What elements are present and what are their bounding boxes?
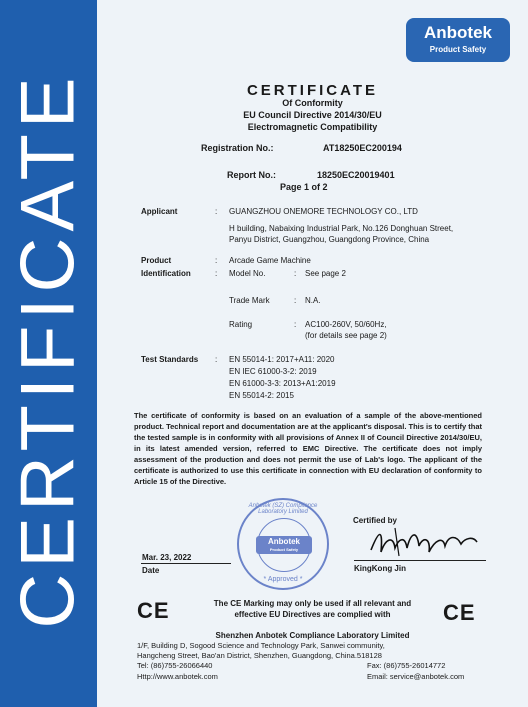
lab-fax: Fax: (86)755-26014772 [367, 661, 446, 670]
seal-badge-text: Anbotek [268, 537, 300, 546]
signature-image [365, 522, 485, 560]
lab-company-name: Shenzhen Anbotek Compliance Laboratory Limited [215, 631, 410, 640]
standard-item: EN 55014-1: 2017+A11: 2020 [229, 355, 335, 364]
signature-line [354, 560, 486, 561]
certified-by-label: Certified by [353, 516, 398, 525]
test-standards-label: Test Standards [141, 355, 199, 364]
ce-note-2: effective EU Directives are complied with [234, 610, 391, 619]
page-indicator: Page 1 of 2 [280, 182, 328, 192]
applicant-label: Applicant [141, 207, 178, 216]
date-line [141, 563, 231, 564]
product-name: Arcade Game Machine [229, 256, 311, 265]
rating-label: Rating [229, 320, 253, 329]
trade-mark-label: Trade Mark [229, 296, 270, 305]
signatory-name: KingKong Jin [354, 564, 406, 573]
rating-value-1: AC100-260V, 50/60Hz, [305, 320, 387, 329]
report-label: Report No.: [227, 170, 276, 180]
report-value: 18250EC20019401 [317, 170, 395, 180]
header-line-3: Electromagnetic Compatibility [247, 122, 378, 132]
lab-email-link[interactable]: Email: service@anbotek.com [367, 672, 465, 681]
seal-badge [256, 536, 312, 554]
trade-mark-value: N.A. [305, 296, 321, 305]
lab-address-1: 1/F, Building D, Sogood Science and Technology Park, Sanwei community, [137, 641, 385, 650]
seal-ring-text: Anbotek (SZ) Compliance Laboratory Limited [248, 503, 318, 515]
model-label: Model No. [229, 269, 266, 278]
identification-label: Identification [141, 269, 191, 278]
ce-mark-left: CE [137, 598, 170, 623]
logo-brand: Anbotek [424, 23, 492, 42]
lab-website-link[interactable]: Http://www.anbotek.com [137, 672, 218, 681]
standard-item: EN 61000-3-3: 2013+A1:2019 [229, 379, 336, 388]
rating-value-2: (for details see page 2) [305, 331, 387, 340]
laboratory-seal [237, 498, 329, 590]
conformity-statement: The certificate of conformity is based on an evaluation of a sample of the above-mentioned product. Technical report and documentation are at the applicant's disposal. This is to certify that the tested sample is in conformity with all provisions of Annex II of Council Directive 2014/30/EU, in its latest amended version, referred to EMC Directive. The certificate does not imply assessment of the production and does not permit the use of Lab's logo. The applicant of the certificate is authorized to use this certificate in connection with EU declaration of conformity to Article 15 of the Directive. [134, 411, 482, 486]
header-line-1: Of Conformity [282, 98, 343, 108]
date-value: Mar. 23, 2022 [142, 553, 192, 562]
anbotek-logo [406, 18, 510, 62]
sidebar [0, 0, 97, 707]
ce-note-1: The CE Marking may only be used if all relevant and [213, 599, 412, 608]
certificate-title: CERTIFICATE [246, 82, 379, 99]
standard-item: EN IEC 61000-3-2: 2019 [229, 367, 317, 376]
model-value: See page 2 [305, 269, 346, 278]
applicant-address-1: H building, Nabaixing Industrial Park, No.126 Donghuan Street, [229, 224, 454, 233]
sidebar-title: CERTIFICATE [5, 71, 91, 629]
seal-badge-subtext: Product Safety [269, 547, 299, 552]
header-line-2: EU Council Directive 2014/30/EU [243, 110, 382, 120]
standard-item: EN 55014-2: 2015 [229, 391, 294, 400]
date-label: Date [142, 566, 160, 575]
ce-mark-right: CE [443, 600, 476, 625]
applicant-name: GUANGZHOU ONEMORE TECHNOLOGY CO., LTD [229, 207, 418, 216]
applicant-address-2: Panyu District, Guangzhou, Guangdong Province, China [229, 235, 430, 244]
lab-telephone: Tel: (86)755-26066440 [137, 661, 213, 670]
certificate-page: Anbotek Product Safety CERTIFICATE Of Conformity EU Council Directive 2014/30/EU Electromagnetic Compatibility Registration No.: AT18250EC200194 Report No.: 18250EC20019401 Page 1 of 2 Applicant : GUANGZHOU ONEMORE TECHNOLOGY CO., LTD H building, Nabaixing Industrial Park, No.126 Donghuan Street, Panyu District, Guangzhou, Guangdong Province, China Product : Arcade Game Machine Identification : Model No. : See page 2 Trade Mark : N.A. Rating : AC100-260V, 50/60Hz, (for details see page 2) Test Standards : EN 55014-1: 2017+A11: 2020 EN IEC 61000-3-2: 2019 EN 61000-3-3: 2013+A1:2019 EN 55014-2: 2015 The certificate of conformity is based on an evaluation of a sample of the above-mentioned product. Technical report and documentation are at the applicant's disposal. This is to certify that the tested sample is in conformity with all provisions of Annex II of Council Directive 2014/30/EU, in its latest amended version, referred to EMC Directive. The certificate does not imply assessment of the production and does not permit the use of Lab's logo. The applicant of the certificate is authorized to use this certificate in connection with EU declaration of conformity to Article 15 of the Directive. Anbotek (SZ) Compliance Laboratory Limited Anbotek Product Safety * Approved * Certified by KingKong Jin Mar. 23, 2022 Date CE CE The CE Marking may only be used if all relevant and effective EU Directives are complied with Shenzhen Anbotek Compliance Laboratory Limited 1/F, Building D, Sogood Science and Technology Park, Sanwei community, Hangcheng Street, Bao'an District, Shenzhen, Guangdong, China.518128 Tel: (86)755-26066440 Fax: (86)755-26014772 Http://www.anbotek.com Email: service@anbotek.com [97, 0, 528, 707]
product-label: Product [141, 256, 172, 265]
seal-approved: * Approved * [263, 576, 303, 583]
lab-address-2: Hangcheng Street, Bao'an District, Shenzhen, Guangdong, China.518128 [137, 651, 382, 660]
registration-label: Registration No.: [201, 143, 274, 153]
logo-tagline: Product Safety [429, 45, 487, 54]
registration-value: AT18250EC200194 [323, 143, 402, 153]
